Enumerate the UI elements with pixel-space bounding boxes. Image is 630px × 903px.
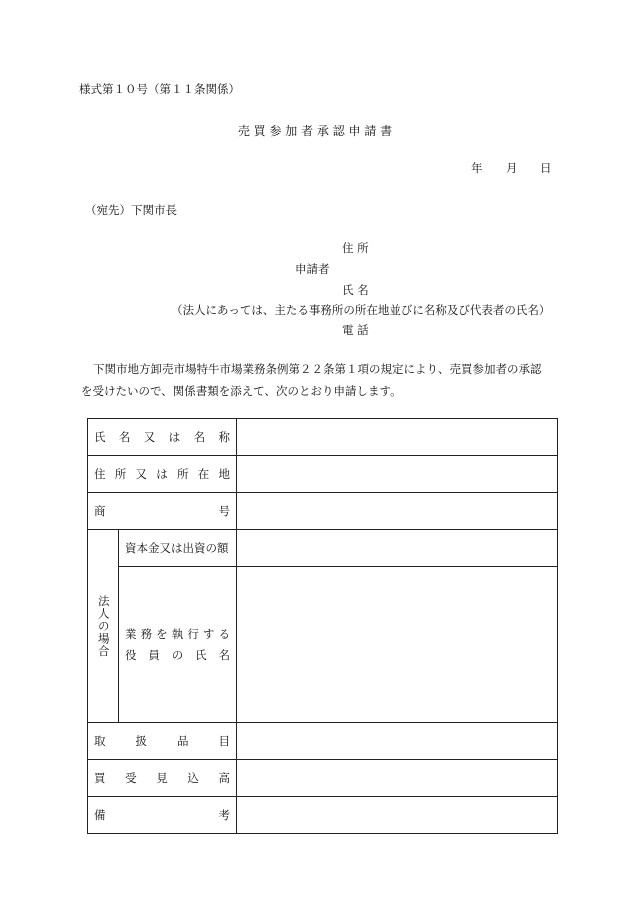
capital-field[interactable]	[237, 530, 558, 567]
address-or-location-label: 住 所 又 は 所 在 地	[88, 456, 237, 493]
table-row-officers	[88, 567, 558, 723]
document-title: 売 買 参 加 者 承 認 申 請 書	[237, 124, 393, 138]
officers-field[interactable]	[237, 567, 558, 723]
phone-label: 電 話	[342, 323, 369, 337]
table-row-remarks	[88, 797, 558, 834]
officers-label: 業 務 を 執 行 す る 役 員 の 氏 名	[119, 567, 237, 723]
name-label: 氏 名	[342, 283, 369, 297]
table-row-items	[88, 723, 558, 760]
table-row-name	[88, 419, 558, 456]
application-table	[87, 418, 558, 834]
name-or-title-field[interactable]	[237, 419, 558, 456]
remarks-field[interactable]	[237, 797, 558, 834]
table-row-capital	[88, 530, 558, 567]
expected-purchase-label: 買 受 見 込 高	[88, 760, 237, 797]
date-year-label: 年	[471, 161, 483, 175]
applicant-label: 申請者	[295, 262, 330, 276]
corporate-note: （法人にあっては、主たる事務所の所在地並びに名称及び代表者の氏名）	[171, 303, 551, 317]
addressee: （宛先）下関市長	[85, 203, 177, 217]
date-day-label: 日	[540, 161, 552, 175]
expected-purchase-field[interactable]	[237, 760, 558, 797]
handled-items-field[interactable]	[237, 723, 558, 760]
form-number: 様式第１０号（第１１条関係）	[79, 82, 240, 96]
trade-name-label: 商 号	[88, 493, 237, 530]
handled-items-label: 取 扱 品 目	[88, 723, 237, 760]
body-text-line-1: 下関市地方卸売市場特牛市場業務条例第２２条第１項の規定により、売買参加者の承認	[93, 362, 542, 376]
date-month-label: 月	[506, 161, 518, 175]
corporate-group-label: 法人の場合	[88, 530, 119, 723]
trade-name-field[interactable]	[237, 493, 558, 530]
address-or-location-field[interactable]	[237, 456, 558, 493]
table-row-address	[88, 456, 558, 493]
body-text-line-2: を受けたいので、関係書類を添えて、次のとおり申請します。	[81, 384, 402, 398]
table-row-trade-name	[88, 493, 558, 530]
name-or-title-label: 氏 名 又 は 名 称	[88, 419, 237, 456]
capital-label: 資本金又は出資の額	[119, 530, 237, 567]
table-row-volume	[88, 760, 558, 797]
address-label: 住 所	[342, 241, 369, 255]
remarks-label: 備 考	[88, 797, 237, 834]
